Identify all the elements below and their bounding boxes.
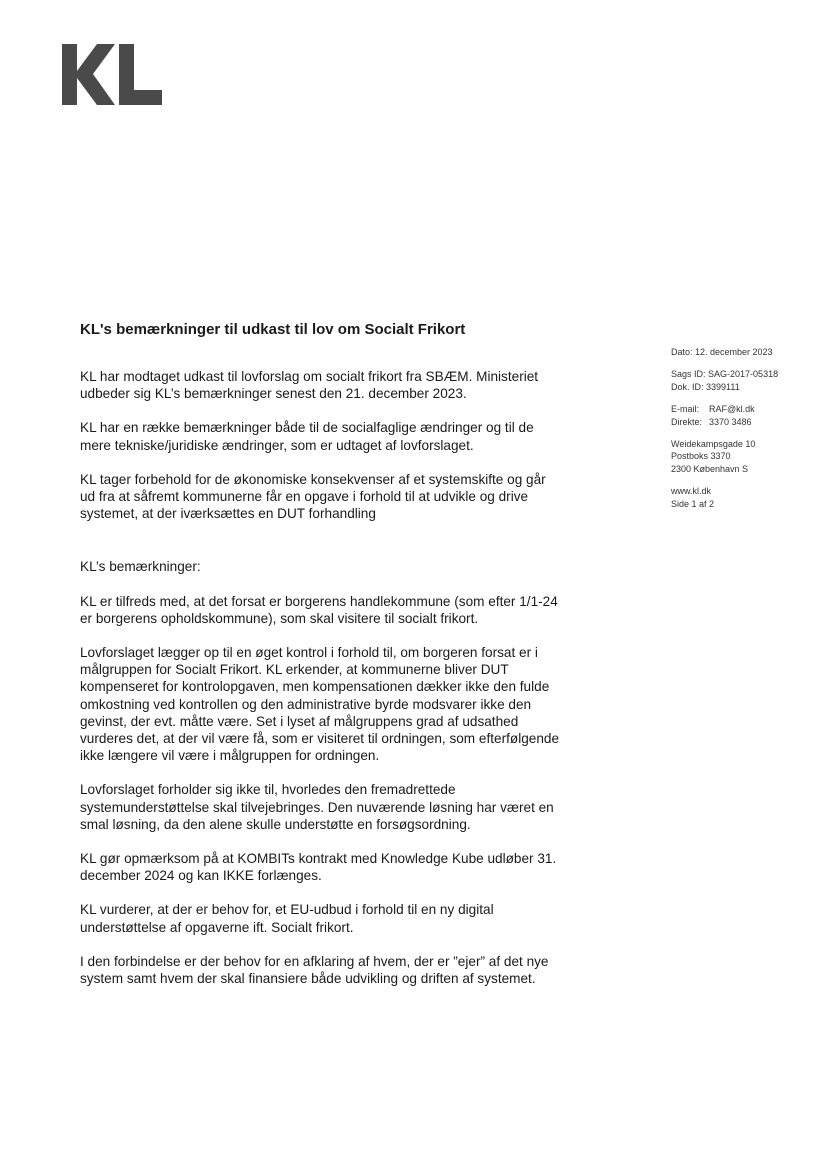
document-metadata <box>671 346 811 520</box>
address-street: Weidekampsgade 10 <box>671 439 756 450</box>
phone-line <box>671 416 811 428</box>
paragraph: KL er tilfreds med, at det forsat er borgerens handlekommune (som efter 1/1-24 er borgerens opholdskommune), som skal visitere til socialt frikort. <box>80 593 558 626</box>
paragraph: I den forbindelse er der behov for en afklaring af hvem, der er ”ejer” af det nye system samt hvem der skal finansiere både udvikling og driften af systemet. <box>80 953 549 987</box>
web-group <box>671 485 811 510</box>
address-city: 2300 København S <box>671 463 749 474</box>
document-body <box>80 368 560 1004</box>
website-link[interactable]: www.kl.dk <box>671 486 712 497</box>
paragraph: Lovforslaget forholder sig ikke til, hvorledes den fremadrettede systemunderstøttelse skal tilvejebringes. Den nuværende løsning har været en smal løsning, da den alene skulle understøtte en forsøgsordning. <box>80 782 554 832</box>
paragraph: KL gør opmærksom på at KOMBITs kontrakt med Knowledge Kube udløber 31. december 2024 og kan IKKE forlænges. <box>80 851 557 884</box>
paragraph: Lovforslaget lægger op til en øget kontrol i forhold til, om borgeren forsat er i målgruppen for Socialt Frikort. KL erkender, at kommunerne bliver DUT kompenseret for kontrolopgaven, men kompensationen dækker ikke den fulde omkostning ved kontrollen og den administrative byrde modsvarer ikke den gevinst, der evt. måtte være. Set i lyset af målgruppens grad af udsathed vurderes det, at der vil være få, som er visiteret til ordningen, som efterfølgende ikke længere vil være i målgruppen for ordningen. <box>80 645 560 764</box>
contact-group <box>671 403 811 428</box>
paragraph: KL vurderer, at der er behov for, et EU-udbud i forhold til en ny digital understøttelse af opgaverne ift. Socialt frikort. <box>80 902 494 935</box>
paragraph: KL tager forbehold for de økonomiske konsekvenser af et systemskifte og går ud fra at såfremt kommunerne får en opgave i forhold til at udvikle og drive systemet, at der iværksættes en DUT forhandling <box>80 471 546 522</box>
paragraph: KL har modtaget udkast til lovforslag om socialt frikort fra SBÆM. Ministeriet udbeder sig KL’s bemærkninger senest den 21. december 2023. <box>80 369 539 402</box>
case-id-value: SAG-2017-05318 <box>708 369 779 380</box>
document-title: KL's bemærkninger til udkast til lov om Socialt Frikort <box>80 321 466 338</box>
doc-id-label: Dok. ID: <box>671 381 704 392</box>
id-group <box>671 368 811 393</box>
address-group <box>671 438 811 475</box>
address-pobox: Postboks 3370 <box>671 451 731 462</box>
email-label: E-mail: <box>671 404 700 415</box>
phone-label: Direkte: <box>671 416 703 427</box>
email-value[interactable]: RAF@kl.dk <box>709 404 755 415</box>
paragraph: KL har en række bemærkninger både til de socialfaglige ændringer og til de mere tekniske/juridiske ændringer, som er udtaget af lovforslaget. <box>80 420 534 453</box>
case-id-line <box>671 368 811 380</box>
section-heading: KL’s bemærkninger: <box>80 559 201 575</box>
kl-logo <box>62 44 162 105</box>
phone-value: 3370 3486 <box>709 416 752 427</box>
doc-id-line <box>671 381 811 393</box>
email-line <box>671 403 811 415</box>
date-group <box>671 346 811 358</box>
doc-id-value: 3399111 <box>706 381 740 392</box>
case-id-label: Sags ID: <box>671 369 706 380</box>
date-line: Dato: 12. december 2023 <box>671 347 773 357</box>
page-number: Side 1 af 2 <box>671 498 715 509</box>
